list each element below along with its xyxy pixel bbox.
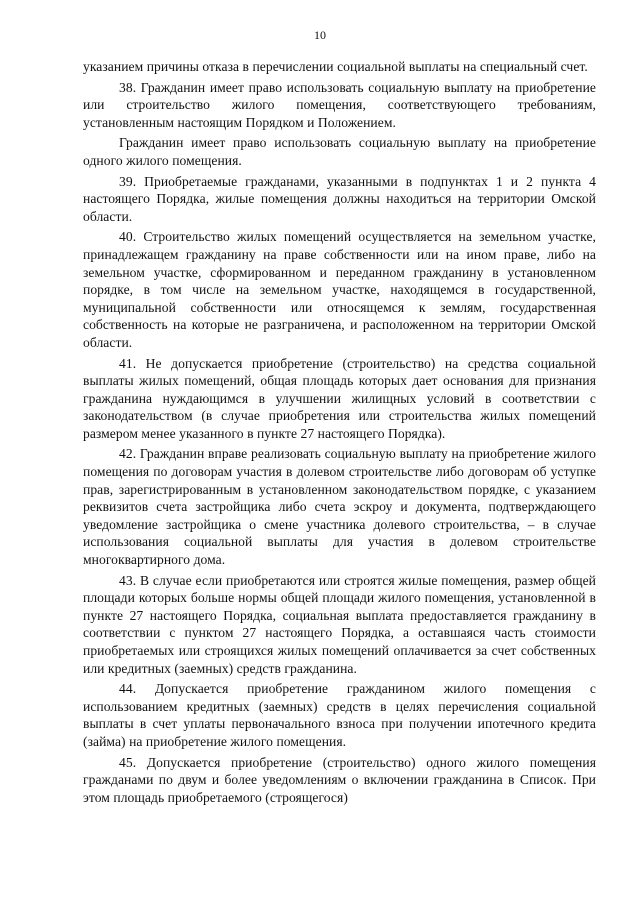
paragraph-41: 41. Не допускается приобретение (строительство) на средства социальной выплаты жилых помещений, общая площадь которых дает основания для признания гражданина нуждающимся в улучшении жилищных условий в соответствии с законодательством (в случае приобретения или строительства жилых помещений размером менее указанного в пункте 27 настоящего Порядка). (83, 355, 596, 441)
paragraph-38: 38. Гражданин имеет право использовать социальную выплату на приобретение или строительство жилого помещения, соответствующего требованиям, установленным настоящим Порядком и Положением. (83, 79, 596, 130)
paragraph-38-right-one-dwelling: Гражданин имеет право использовать социальную выплату на приобретение одного жилого помещения. (83, 135, 596, 168)
paragraph-42: 42. Гражданин вправе реализовать социальную выплату на приобретение жилого помещения по договорам участия в долевом строительстве либо договорам об уступке прав, зарегистрированным в установленном законодательством порядке, с указанием реквизитов счета застройщика либо счета эскроу и документа, подтверждающего уведомление застройщика о смене участника долевого строительства, – в случае использования социальной выплаты для участия в долевом строительстве многоквартирного дома. (83, 446, 596, 568)
paragraph-43: 43. В случае если приобретаются или строятся жилые помещения, размер общей площади которых больше нормы общей площади жилого помещения, установленной в пункте 27 настоящего Порядка, социальная выплата предоставляется гражданину в соответствии с пунктом 27 настоящего Порядка, а оставшаяся часть стоимости приобретаемых или строящихся жилых помещений оплачивается за счет собственных или кредитных (заемных) средств гражданина. (83, 572, 596, 676)
paragraph-39: 39. Приобретаемые гражданами, указанными в подпунктах 1 и 2 пункта 4 настоящего Порядка, жилые помещения должны находиться на территории Омской области. (83, 173, 596, 224)
paragraph-44: 44. Допускается приобретение гражданином жилого помещения с использованием кредитных (заемных) средств в целях перечисления социальной выплаты в счет уплаты первоначального взноса при получении ипотечного кредита (займа) на приобретение жилого помещения. (83, 681, 596, 749)
paragraph-continuation: указанием причины отказа в перечислении социальной выплаты на специальный счет. (83, 59, 588, 74)
paragraph-45: 45. Допускается приобретение (строительство) одного жилого помещения гражданами по двум и более уведомлениям о включении гражданина в Список. При этом площадь приобретаемого (строящегося) (83, 754, 596, 805)
page-number: 10 (314, 28, 326, 42)
document-body (83, 58, 596, 809)
paragraph-40: 40. Строительство жилых помещений осуществляется на земельном участке, принадлежащем гражданину на праве собственности или на ином праве, либо на земельном участке, сформированном и переданном гражданину в установленном порядке, в том числе на земельном участке, находящемся в государственной, муниципальной собственности или относящемся к землям, государственная собственность на которые не разграничена, и расположенном на территории Омской области. (83, 229, 596, 350)
